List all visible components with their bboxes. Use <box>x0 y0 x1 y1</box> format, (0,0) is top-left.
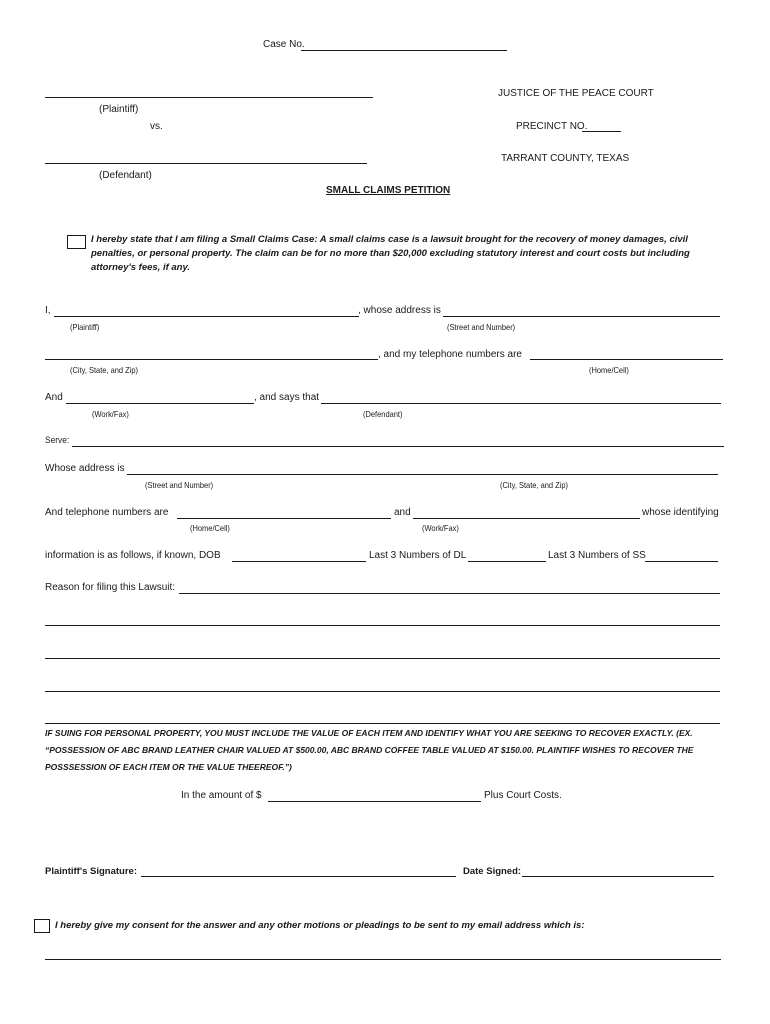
and-word: and <box>394 507 411 518</box>
date-signed-label: Date Signed: <box>463 866 522 877</box>
ss-digits-field[interactable] <box>645 561 718 562</box>
whose-address-text: , whose address is <box>358 305 441 316</box>
precinct-label: PRECINCT NO. <box>516 121 588 132</box>
versus-label: vs. <box>150 121 163 132</box>
notice-line-3: POSSSESSION OF EACH ITEM OR THE VALUE THEEREOF.”) <box>45 762 292 772</box>
defendant-name-field-2[interactable] <box>321 403 721 404</box>
precinct-no-field[interactable] <box>582 131 621 132</box>
reason-field-line-3[interactable] <box>45 658 720 659</box>
street-caption-2: (Street and Number) <box>145 480 214 490</box>
telephone-text: , and my telephone numbers are <box>378 349 522 360</box>
plaintiff-signature-field[interactable] <box>141 876 456 877</box>
page-title: SMALL CLAIMS PETITION <box>326 185 451 196</box>
notice-line-2: “POSSESSION OF ABC BRAND LEATHER CHAIR VALUED AT $500.00, ABC BRAND COFFEE TABLE VALUED AT $150.00. PLAINTIFF WISHES TO RECOVER THE <box>45 745 694 755</box>
and-label: And <box>45 392 63 403</box>
and-telephone-label: And telephone numbers are <box>45 507 169 518</box>
work-fax-caption: (Work/Fax) <box>92 409 129 419</box>
reason-field-line-2[interactable] <box>45 625 720 626</box>
serve-label: Serve: <box>45 435 70 446</box>
work-fax-caption-2: (Work/Fax) <box>422 523 459 533</box>
defendant-work-phone-field[interactable] <box>413 518 640 519</box>
court-costs-label: Plus Court Costs. <box>484 790 562 801</box>
email-address-field[interactable] <box>45 959 721 960</box>
plaintiff-street-field[interactable] <box>443 316 720 317</box>
defendant-caption-header: (Defendant) <box>99 170 152 181</box>
reason-field-line-5[interactable] <box>45 723 720 724</box>
small-claims-statement: I hereby state that I am filing a Small Claims Case: A small claims case is a lawsuit brought for the recovery of money damages, civil penalties, or personal property. The claim can be for no more than $20,000 excluding statutory interest and court costs but including attorney's fees, if any. <box>91 234 690 273</box>
notice-line-1: IF SUING FOR PERSONAL PROPERTY, YOU MUST INCLUDE THE VALUE OF EACH ITEM AND IDENTIFY WHAT YOU ARE SEEKING TO RECOVER EXACTLY. (EX. <box>45 728 693 738</box>
county-label: TARRANT COUNTY, TEXAS <box>501 153 630 164</box>
plaintiff-home-phone-field[interactable] <box>530 359 723 360</box>
home-cell-caption-2: (Home/Cell) <box>190 523 230 533</box>
defendant-home-phone-field[interactable] <box>177 518 391 519</box>
serve-field[interactable] <box>72 446 724 447</box>
plaintiff-full-name-field[interactable] <box>54 316 359 317</box>
personal-property-notice <box>45 725 735 776</box>
dl-digits-field[interactable] <box>468 561 546 562</box>
reason-field-line-4[interactable] <box>45 691 720 692</box>
plaintiff-caption-header: (Plaintiff) <box>99 104 139 115</box>
amount-label: In the amount of $ <box>181 790 262 801</box>
date-signed-field[interactable] <box>522 876 714 877</box>
plaintiff-city-field[interactable] <box>45 359 378 360</box>
case-no-label: Case No. <box>263 39 305 50</box>
email-consent-text: I hereby give my consent for the answer and any other motions or pleadings to be sent to my email address which is: <box>55 920 585 931</box>
says-that-text: , and says that <box>254 392 320 403</box>
identifying-info-label: information is as follows, if known, DOB <box>45 550 221 561</box>
amount-field[interactable] <box>268 801 481 802</box>
i-label: I, <box>45 305 51 316</box>
home-cell-caption: (Home/Cell) <box>589 365 629 375</box>
plaintiff-caption: (Plaintiff) <box>70 322 100 332</box>
reason-field-line-1[interactable] <box>179 593 720 594</box>
email-consent-checkbox[interactable] <box>34 919 50 933</box>
plaintiff-work-phone-field[interactable] <box>66 403 254 404</box>
ss-label: Last 3 Numbers of SS <box>548 550 646 561</box>
whose-address-label: Whose address is <box>45 463 125 474</box>
case-no-field[interactable] <box>301 50 507 51</box>
plaintiff-signature-label: Plaintiff's Signature: <box>45 866 137 877</box>
plaintiff-name-field[interactable] <box>45 97 373 98</box>
defendant-address-field[interactable] <box>127 474 718 475</box>
small-claims-checkbox[interactable] <box>67 235 86 249</box>
dob-field[interactable] <box>232 561 366 562</box>
street-caption: (Street and Number) <box>447 322 516 332</box>
whose-identifying-text: whose identifying <box>642 507 719 518</box>
defendant-caption: (Defendant) <box>363 409 403 419</box>
court-name: JUSTICE OF THE PEACE COURT <box>498 88 654 99</box>
dl-label: Last 3 Numbers of DL <box>369 550 467 561</box>
defendant-name-field[interactable] <box>45 163 367 164</box>
city-caption: (City, State, and Zip) <box>70 365 139 375</box>
city-caption-2: (City, State, and Zip) <box>500 480 569 490</box>
reason-label: Reason for filing this Lawsuit: <box>45 582 176 593</box>
